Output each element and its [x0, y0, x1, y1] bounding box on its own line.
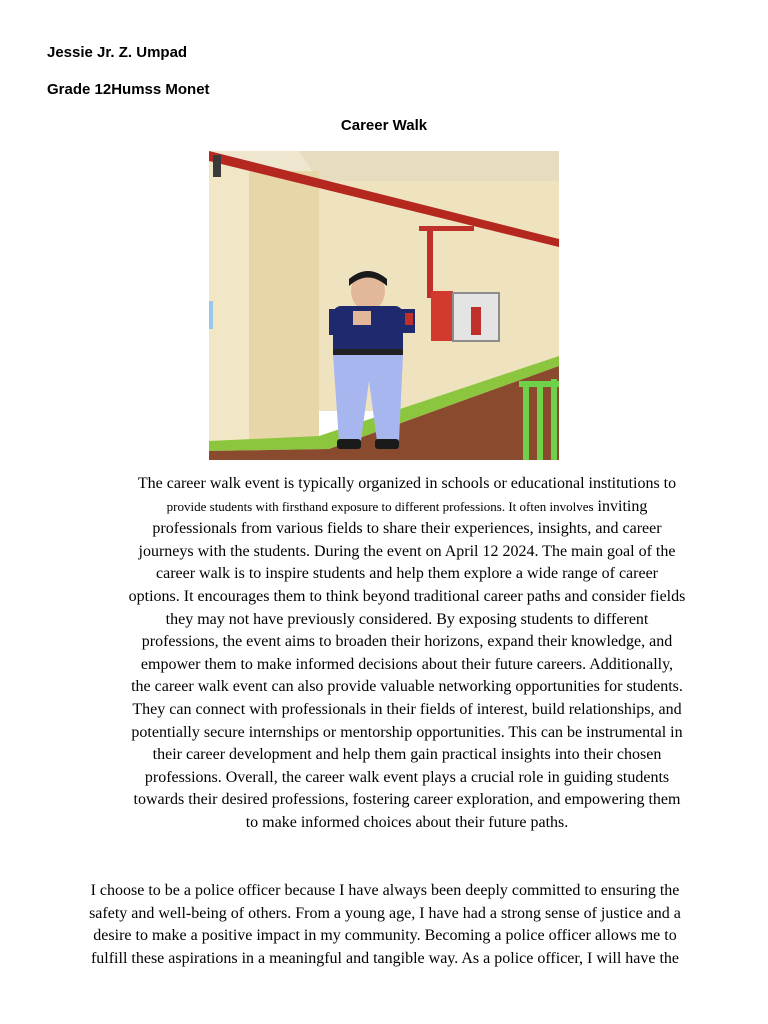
paragraph-line: potentially secure internships or mentorship opportunities. This can be instrumental in: [131, 723, 683, 741]
paragraph-line: I choose to be a police officer because I have always been deeply committed to ensuring the: [90, 882, 680, 899]
paragraph-line: the career walk event can also provide valuable networking opportunities for students.: [131, 678, 683, 696]
student-photo: [209, 151, 559, 460]
paragraph-line: The career walk event is typically organized in schools or educational institutions to: [137, 475, 677, 492]
paragraph-line: They can connect with professionals in their fields of interest, build relationships, and: [132, 700, 682, 718]
document-title: Career Walk: [340, 117, 428, 134]
paragraph-line-part: inviting: [597, 497, 648, 515]
paragraph-line-mixed: [92, 496, 722, 519]
paragraph-line: safety and well-being of others. From a young age, I have had a strong sense of justice and a: [89, 904, 681, 922]
paragraph-line: journeys with the students. During the event on April 12 2024. The main goal of the: [138, 542, 676, 560]
grade-section: Grade 12Humss Monet: [47, 81, 210, 98]
paragraph-line: fulfill these aspirations in a meaningful and tangible way. As a police officer, I will have the: [90, 949, 680, 967]
paragraph-line: career walk is to inspire students and help them explore a wide range of career: [155, 565, 658, 583]
paragraph-line: options. It encourages them to think beyond traditional career paths and consider fields: [128, 587, 686, 605]
paragraph-line: professions. Overall, the career walk event plays a crucial role in guiding students: [144, 768, 670, 786]
photo-illustration: [209, 151, 559, 460]
paragraph-line: towards their desired professions, fostering career exploration, and empowering them: [133, 791, 681, 809]
paragraph-line: their career development and help them gain practical insights into their chosen: [152, 746, 662, 764]
paragraph-line-small-part: provide students with firsthand exposure to different professions. It often involves: [166, 498, 594, 514]
paragraph-police-officer: [40, 880, 730, 970]
paragraph-line: professions, the event aims to broaden their horizons, expand their knowledge, and: [141, 633, 673, 651]
paragraph-line: they may not have previously considered. By exposing students to different: [165, 610, 649, 628]
paragraph-line: professionals from various fields to share their experiences, insights, and career: [152, 520, 662, 538]
paragraph-line: to make informed choices about their future paths.: [245, 813, 569, 831]
author-name: Jessie Jr. Z. Umpad: [47, 44, 188, 61]
paragraph-career-walk: [92, 473, 722, 835]
paragraph-line: empower them to make informed decisions about their future careers. Additionally,: [140, 655, 674, 673]
paragraph-line: desire to make a positive impact in my community. Becoming a police officer allows me to: [93, 927, 677, 945]
